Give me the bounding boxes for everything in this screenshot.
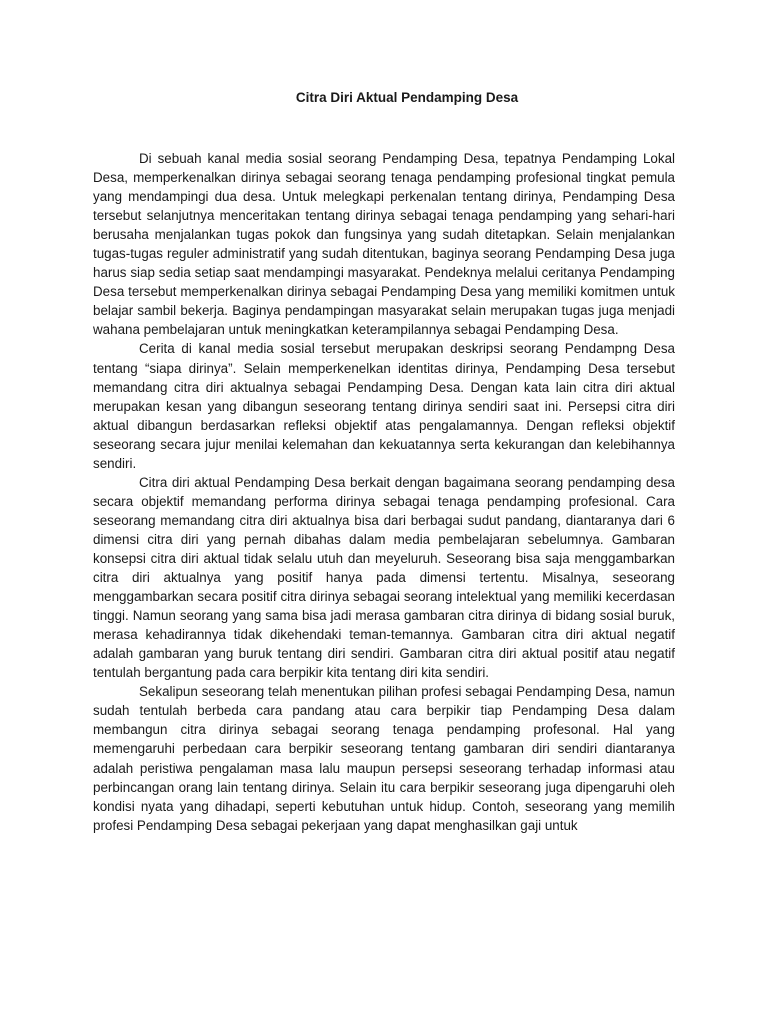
paragraph-4: Sekalipun seseorang telah menentukan pilihan profesi sebagai Pendamping Desa, namun sudah tentulah berbeda cara pandang atau cara berpikir tiap Pendamping Desa dalam membangun citra dirinya sebagai seorang tenaga pendamping profesonal. Hal yang memengaruhi perbedaan cara berpikir seseorang tentang gambaran diri sendiri diantaranya adalah peristiwa pengalaman masa lalu maupun persepsi seseorang terhadap informasi atau perbincangan orang lain tentang dirinya. Selain itu cara berpikir seseorang juga dipengaruhi oleh kondisi nyata yang dihadapi, seperti kebutuhan untuk hidup. Contoh, seseorang yang memilih profesi Pendamping Desa sebagai pekerjaan yang dapat menghasilkan gaji untuk (93, 684, 675, 833)
document-title: Citra Diri Aktual Pendamping Desa (295, 90, 519, 105)
document-body (93, 149, 675, 835)
paragraph-3: Citra diri aktual Pendamping Desa berkait dengan bagaimana seorang pendamping desa secara objektif memandang performa dirinya sebagai tenaga pendamping profesional. Cara seseorang memandang citra diri aktualnya bisa dari berbagai sudut pandang, diantaranya dari 6 dimensi citra diri yang pernah dibahas dalam media pembelajaran sebelumnya. Gambaran konsepsi citra diri aktual tidak selalu utuh dan meyeluruh. Seseorang bisa saja menggambarkan citra diri aktualnya yang positif hanya pada dimensi tertentu. Misalnya, seseorang menggambarkan secara positif citra dirinya sebagai seorang intelektual yang memiliki kecerdasan tinggi. Namun seorang yang sama bisa jadi merasa gambaran citra dirinya di bidang sosial buruk, merasa kehadirannya tidak dikehendaki teman-temannya. Gambaran citra diri aktual negatif adalah gambaran yang buruk tentang diri sendiri. Gambaran citra diri aktual positif atau negatif tentulah bergantung pada cara berpikir kita tentang diri kita sendiri. (93, 474, 675, 681)
paragraph-2: Cerita di kanal media sosial tersebut merupakan deskripsi seorang Pendampng Desa tentang “siapa dirinya”. Selain memperkenelkan identitas dirinya, Pendamping Desa tersebut memandang citra diri aktualnya sebagai Pendamping Desa. Dengan kata lain citra diri aktual merupakan kesan yang dibangun seseorang tentang dirinya sendiri saat ini. Persepsi citra diri aktual dibangun berdasarkan refleksi objektif atas pengalamannya. Dengan refleksi objektif seseorang secara jujur menilai kelemahan dan kekuatannya serta kekurangan dan kelebihannya sendiri. (93, 341, 675, 471)
paragraph-1: Di sebuah kanal media sosial seorang Pendamping Desa, tepatnya Pendamping Lokal Desa, memperkenalkan dirinya sebagai seorang tenaga pendamping profesional tingkat pemula yang mendampingi dua desa. Untuk melegkapi perkenalan tentang dirinya, Pendamping Desa tersebut selanjutnya menceritakan tentang dirinya sebagai tenaga pendamping yang sehari-hari berusaha menjalankan tugas pokok dan fungsinya yang sudah ditetapkan. Selain menjalankan tugas-tugas reguler administratif yang sudah ditentukan, baginya seorang Pendamping Desa juga harus siap sedia setiap saat mendampingi masyarakat. Pendeknya melalui ceritanya Pendamping Desa tersebut memperkenalkan dirinya sebagai Pendamping Desa yang memiliki komitmen untuk belajar sambil bekerja. Baginya pendampingan masyarakat selain merupakan tugas juga menjadi wahana pembelajaran untuk meningkatkan keterampilannya sebagai Pendamping Desa. (93, 151, 675, 338)
